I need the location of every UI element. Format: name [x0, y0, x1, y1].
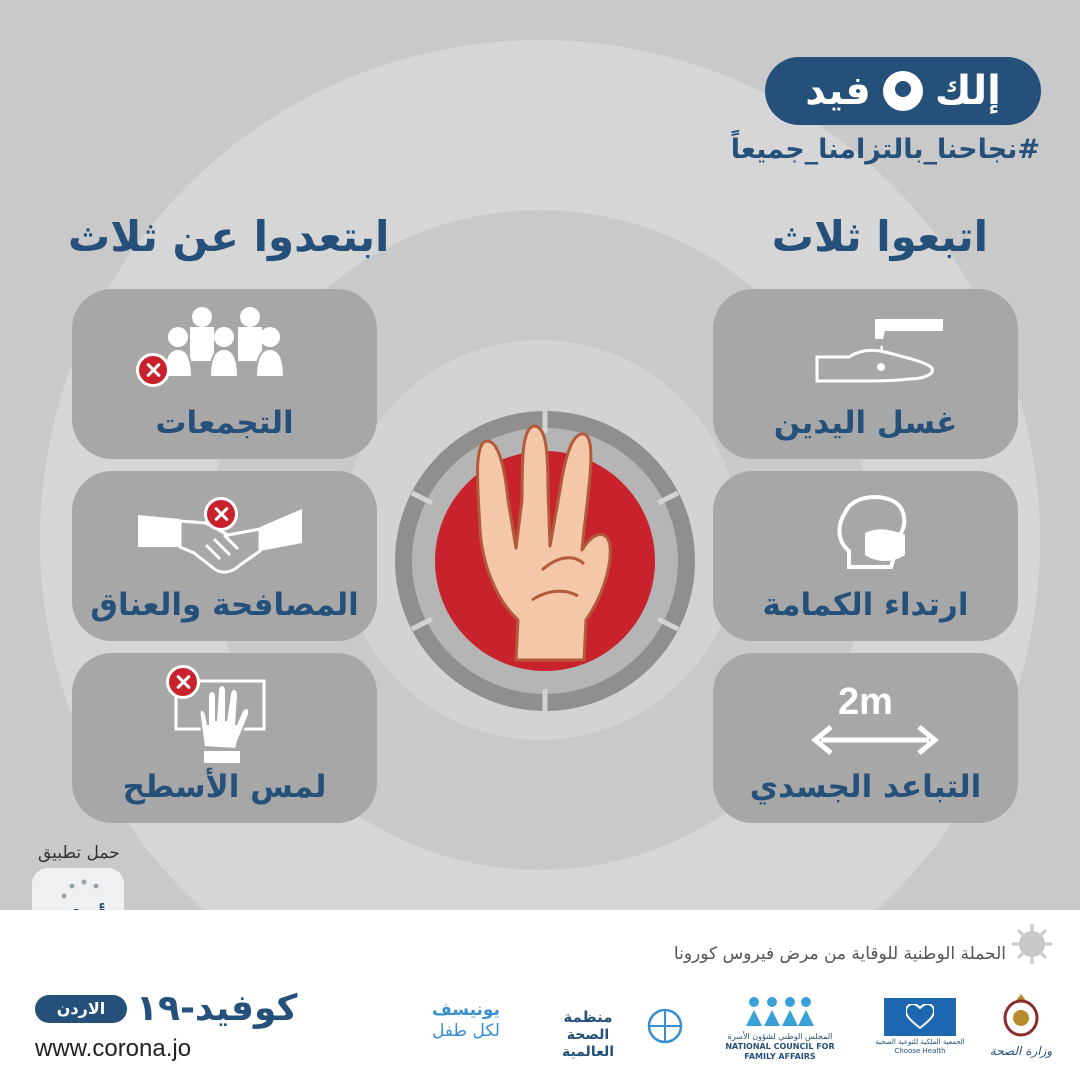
unicef-name: يونيسف: [432, 1000, 500, 1020]
forbidden-x-icon: [136, 353, 170, 387]
logo-text-right: إلك: [934, 68, 1001, 114]
dots-icon: [60, 878, 100, 904]
card-face-mask: [713, 471, 1018, 641]
unicef-logo: [418, 1000, 514, 1043]
website-link[interactable]: www.corona.jo: [35, 1035, 192, 1062]
distance-badge: 2m: [838, 681, 893, 723]
card-gatherings: [72, 289, 377, 459]
health-society-name-ar: الجمعية الملكية للتوعية الصحية: [875, 1038, 965, 1046]
card-label-touch-surfaces: لمس الأسطح: [122, 769, 327, 805]
card-label-hand-washing: غسل اليدين: [773, 405, 958, 441]
app-download-label: حمل تطبيق: [38, 843, 120, 863]
forbidden-x-icon: [166, 665, 200, 699]
campaign-hashtag: #نجاحنا_بالتزامنا_جميعاً: [730, 134, 1040, 165]
jordan-crest-icon: [1000, 990, 1042, 1038]
card-label-handshake: المصافحة والعناق: [90, 587, 359, 623]
face-mask-icon: [831, 493, 911, 583]
follow-heading: اتبعوا ثلاث: [771, 212, 988, 261]
heart-icon: [906, 1004, 934, 1030]
distance-arrow-icon: [811, 723, 939, 757]
forbidden-x-icon: [204, 497, 238, 531]
logo-o-icon: [883, 71, 923, 111]
logo-text-left: فيد: [805, 68, 871, 114]
card-touch-surfaces: [72, 653, 377, 823]
who-name-line2: الصحة العالمية: [561, 1026, 615, 1061]
card-hand-washing: [713, 289, 1018, 459]
choose-health-logo: [884, 998, 956, 1036]
family-council-icon: [744, 996, 816, 1028]
jordan-badge: الاردن: [35, 995, 127, 1023]
covid-title: كوفيد-١٩: [136, 988, 298, 1029]
who-emblem-icon: [642, 1006, 688, 1046]
hand-washing-icon: [813, 315, 948, 390]
three-fingers-hand-icon: [472, 420, 622, 665]
campaign-logo: [765, 57, 1041, 125]
card-physical-distance: [713, 653, 1018, 823]
family-council-name-ar: المجلس الوطني لشؤون الأسرة: [727, 1032, 833, 1041]
ministry-of-health-logo: وزارة الصحة: [989, 1044, 1053, 1058]
family-council-name-en: NATIONAL COUNCIL FOR FAMILY AFFAIRS: [725, 1042, 835, 1061]
virus-icon: [1010, 922, 1054, 966]
campaign-text: الحملة الوطنية للوقاية من مرض فيروس كورونا: [673, 944, 1006, 964]
who-logo: [540, 1008, 636, 1062]
family-council-logo: [712, 1032, 848, 1062]
health-society-name-en: Choose Health: [894, 1046, 946, 1055]
card-label-physical-distance: التباعد الجسدي: [749, 769, 982, 805]
unicef-tagline: لكل طفل: [432, 1021, 500, 1042]
card-label-face-mask: ارتداء الكمامة: [762, 587, 969, 623]
avoid-heading: ابتعدوا عن ثلاث: [68, 212, 390, 261]
choose-health-text: [868, 1038, 972, 1056]
card-handshake: [72, 471, 377, 641]
card-label-gatherings: التجمعات: [155, 405, 294, 441]
crowd-icon: [164, 303, 288, 383]
who-name-line1: منظمة: [563, 1008, 613, 1026]
